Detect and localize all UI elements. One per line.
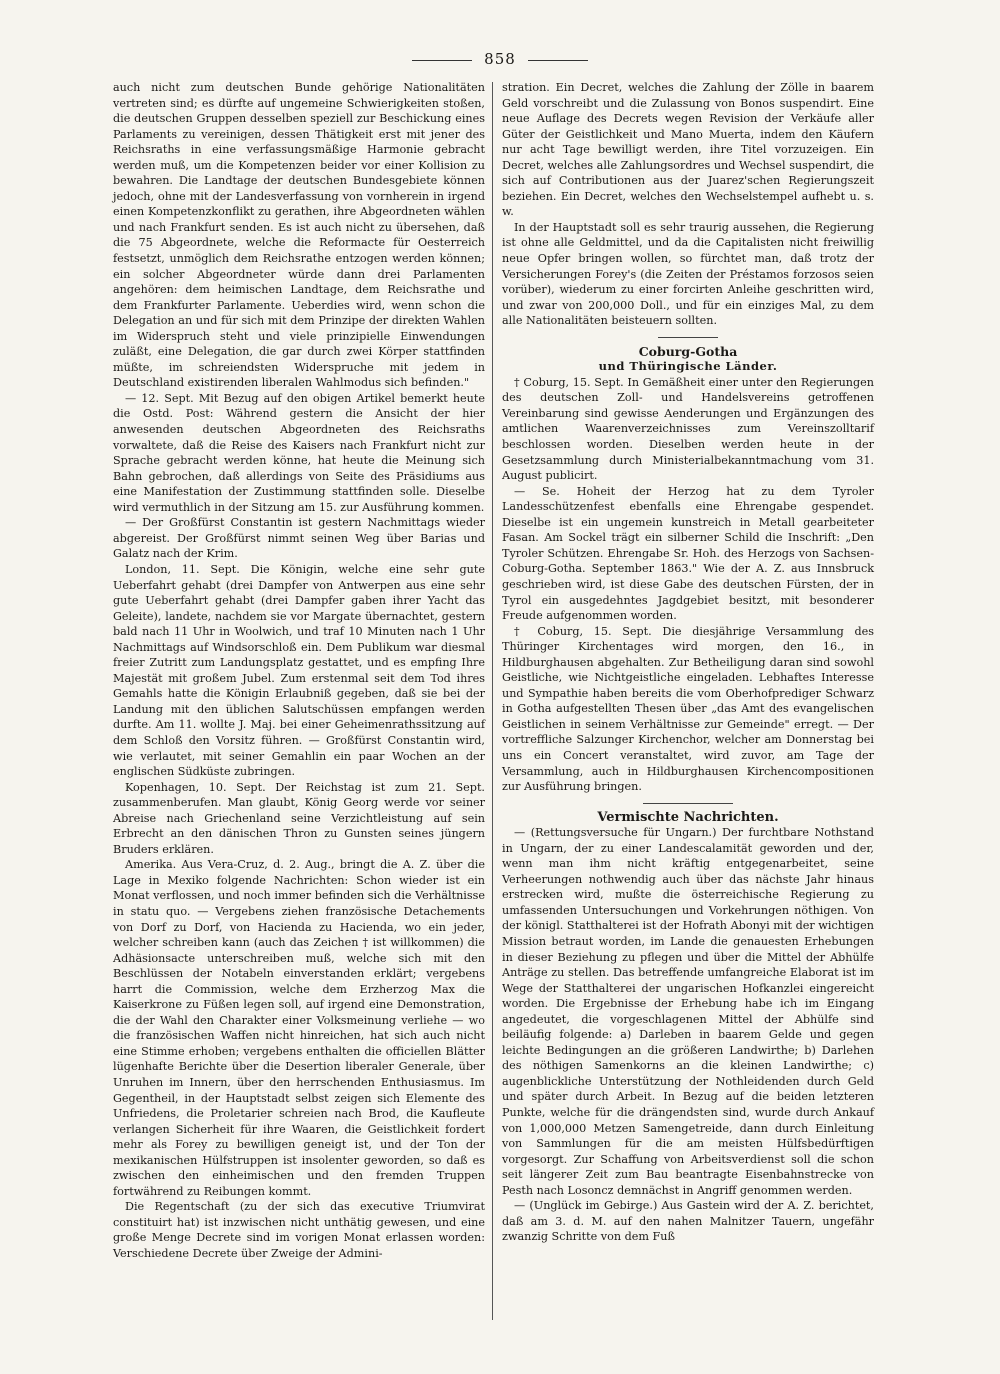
paragraph: — Se. Hoheit der Herzog hat zu dem Tyroler Landesschützenfest ebenfalls eine Ehrengabe gespendet. Dieselbe ist ein ungemein kunstreich in Metall gearbeiteter Fasan. Am Sockel trägt ein silberner Schild die Inschrift: „Den Tyroler Schützen. Ehrengabe Sr. Hoh. des Herzogs von Sachsen-Coburg-Gotha. September 1863." Wie der A. Z. aus Innsbruck geschrieben wird, ist diese Gabe des deutschen Fürsten, der in Tyrol ein ausgedehntes Jagdgebiet besitzt, mit besonderer Freude aufgenommen worden.	[502, 484, 874, 623]
paragraph: † Coburg, 15. Sept. Die diesjährige Versammlung des Thüringer Kirchentages wird morgen, den 16., in Hildburghausen abgehalten. Zur Betheiligung daran sind sowohl Geistliche, wie Nichtgeistliche eingeladen. Lebhaftes Interesse und Sympathie haben bereits die vom Oberhofprediger Schwarz in Gotha aufgestellten Thesen über „das Amt des evangelischen Geistlichen in seinem Verhältnisse zur Gemeinde" erregt. — Der vortreffliche Salzunger Kirchenchor, welcher am Donnerstag bei uns ein Concert veranstaltet, wird zuvor, am Tage der Versammlung, auch in Hildburghausen Kirchencompositionen zur Ausführung bringen.	[502, 624, 874, 794]
right-column	[502, 80, 874, 1245]
paragraph: † Coburg, 15. Sept. In Gemäßheit einer unter den Regierungen des deutschen Zoll- und Handelsvereins getroffenen Vereinbarung sind gewisse Aenderungen und Ergänzungen des amtlichen Waarenverzeichnisses zum Vereinszolltarif beschlossen worden. Dieselben werden heute in der Gesetzsammlung durch Ministerialbekanntmachung vom 31. August publicirt.	[502, 375, 874, 483]
paragraph: — (Rettungsversuche für Ungarn.) Der furchtbare Nothstand in Ungarn, der zu einer Landescalamität geworden und der, wenn man ihm nicht kräftig entgegenarbeitet, seine Verheerungen nothwendig auch über das nächste Jahr hinaus erstrecken wird, mußte die österreichische Regierung zu umfassenden Untersuchungen und Vorkehrungen nöthigen. Von der königl. Statthalterei ist der Hofrath Abonyi mit der wichtigen Mission betraut worden, im Lande die genauesten Erhebungen in dieser Beziehung zu pflegen und über die Mittel der Abhülfe Anträge zu stellen. Das betreffende umfangreiche Elaborat ist im Wege der Statthalterei der ungarischen Hofkanzlei eingereicht worden. Die Ergebnisse der Erhebung habe ich im Eingang angedeutet, die vorgeschlagenen Mittel der Abhülfe sind beiläufig folgende: a) Darleben in baarem Gelde und gegen leichte Bedingungen an die größeren Landwirthe; b) Darlehen des nöthigen Samenkorns an die kleinen Landwirthe; c) augenblickliche Unterstützung der Nothleidenden durch Geld und später durch Arbeit. In Bezug auf die beiden letzteren Punkte, welche für die drängendsten sind, wurde durch Ankauf von 1,000,000 Metzen Samengetreide, dann durch Einleitung von Sammlungen für die am meisten Hülfsbedürftigen vorgesorgt. Zur Schaffung von Arbeitsverdienst soll die schon seit längerer Zeit zum Bau beantragte Eisenbahnstrecke von Pesth nach Losoncz demnächst in Angriff genommen werden.	[502, 826, 874, 1197]
column-divider	[492, 82, 493, 1320]
paragraph: Amerika. Aus Vera-Cruz, d. 2. Aug., bringt die A. Z. über die Lage in Mexiko folgende Nachrichten: Schon wieder ist ein Monat verflossen, und noch immer befinden sich die Verhältnisse in statu quo. — Vergebens ziehen französische Detachements von Dorf zu Dorf, von Hacienda zu Hacienda, wo ein jeder, welcher schreiben kann (auch das Zeichen † ist willkommen) die Adhäsionsacte unterschreiben muß, welche sich mit den Beschlüssen der Notabeln einverstanden erklärt; vergebens harrt die Commission, welche dem Erzherzog Max die Kaiserkrone zu Füßen legen soll, auf irgend eine Demonstration, die der Wahl den Charakter einer Volksmeinung verliehe — wo die französischen Waffen nicht hinreichen, hat sich auch nicht eine Stimme erhoben; vergebens enthalten die officiellen Blätter lügenhafte Berichte über die Desertion liberaler Generale, über Unruhen im Innern, über den herrschenden Enthusiasmus. Im Gegentheil, in der Hauptstadt selbst zeigen sich Elemente des Unfriedens, die Proletarier schreien nach Brod, die Kaufleute verlangen Sicherheit für ihre Waaren, die Geistlichkeit fordert mehr als Forey zu bewilligen geneigt ist, und der Ton der mexikanischen Hülfstruppen ist insolenter geworden, so daß es zwischen den einheimischen und den fremden Truppen fortwährend zu Reibungen kommt.	[113, 858, 485, 1198]
section-title: Vermischte Nachrichten.	[597, 809, 779, 825]
paragraph: — 12. Sept. Mit Bezug auf den obigen Artikel bemerkt heute die Ostd. Post: Während gestern die Ansicht der hier anwesenden deutschen Abgeordneten des Reichsraths vorwaltete, daß die Reise des Kaisers nach Frankfurt nicht zur Sprache gebracht werden könne, hat heute die Meinung sich Bahn gebrochen, daß allerdings von Seite des Präsidiums aus eine Manifestation der Zustimmung stattfinden solle. Dieselbe wird vermuthlich in der Sitzung am 15. zur Ausführung kommen.	[113, 391, 485, 514]
section-title: Coburg-Gotha	[638, 343, 738, 359]
paragraph: stration. Ein Decret, welches die Zahlung der Zölle in baarem Geld vorschreibt und die Zulassung von Bonos suspendirt. Eine neue Auflage des Decrets wegen Revision der Verkäufe aller Güter der Geistlichkeit und Mano Muerta, indem den Käufern nur acht Tage bewilligt werden, ihre Titel vorzuzeigen. Ein Decret, welches alle Zahlungsordres und Wechsel suspendirt, die sich auf Contributionen aus der Juarez'schen Regierungszeit beziehen. Ein Decret, welches den Wechselstempel aufhebt u. s. w.	[502, 81, 874, 219]
paragraph: London, 11. Sept. Die Königin, welche eine sehr gute Ueberfahrt gehabt (drei Dampfer von Antwerpen aus eine sehr gute Ueberfahrt gehabt (drei Dampfer gaben ihrer Yacht das Geleite), landete, nachdem sie vor Margate übernachtet, gestern bald nach 11 Uhr in Woolwich, und traf 10 Minuten nach 1 Uhr Nachmittags auf Windsorschloß ein. Dem Publikum war diesmal freier Zutritt zum Landungsplatz gestattet, und es empfing Ihre Majestät mit großem Jubel. Zum erstenmal seit dem Tod ihres Gemahls hatte die Königin Erlaubniß gegeben, daß sie bei der Landung mit den üblichen Salutschüssen empfangen werden durfte. Am 11. wollte J. Maj. bei einer Geheimenrathssitzung auf dem Schloß den Vorsitz führen. — Großfürst Constantin wird, wie verlautet, mit seiner Gemahlin ein paar Wochen an der englischen Südküste zubringen.	[113, 562, 485, 779]
page-number: 858	[0, 50, 1000, 68]
paragraph: Kopenhagen, 10. Sept. Der Reichstag ist zum 21. Sept. zusammenberufen. Man glaubt, König Georg werde vor seiner Abreise nach Griechenland seine Verzichtleistung auf sein Erbrecht an den dänischen Thron zu Gunsten seines jüngern Bruders erklären.	[113, 780, 485, 856]
section-divider	[643, 803, 733, 804]
paragraph: — Der Großfürst Constantin ist gestern Nachmittags wieder abgereist. Der Großfürst nimmt seinen Weg über Barias und Galatz nach der Krim.	[113, 516, 485, 561]
section-divider	[658, 337, 718, 338]
section-subtitle: und Thüringische Länder.	[598, 359, 778, 374]
paragraph: In der Hauptstadt soll es sehr traurig aussehen, die Regierung ist ohne alle Geldmittel, und da die Capitalisten nicht freiwillig neue Opfer bringen wollen, so fürchtet man, daß trotz der Versicherungen Forey's (die Zeiten der Préstamos forzosos seien vorüber), wiederum zu einer forcirten Anleihe geschritten wird, und zwar von 200,000 Doll., und für ein einziges Mal, zu dem alle Nationalitäten beisteuern sollten.	[502, 220, 874, 328]
left-column	[113, 80, 485, 1262]
paragraph: Die Regentschaft (zu der sich das executive Triumvirat constituirt hat) ist inzwischen nicht unthätig gewesen, und eine große Menge Decrete sind im vorigen Monat erlassen worden: Verschiedene Decrete über Zweige der Admini-	[113, 1200, 485, 1261]
paragraph: auch nicht zum deutschen Bunde gehörige Nationalitäten vertreten sind; es dürfte auf ungemeine Schwierigkeiten stoßen, die deutschen Gruppen desselben speziell zur Beschickung eines Parlaments zu vereinigen, dessen Thätigkeit erst mit jener des Reichsraths in eine verfassungsmäßige Harmonie gebracht werden muß, um die Kompetenzen beider vor einer Kollision zu bewahren. Die Landtage der deutschen Bundesgebiete können jedoch, ohne mit der Landesverfassung von vornherein in irgend einen Kompetenzkonflikt zu gerathen, ihre Abgeordneten wählen und nach Frankfurt senden. Es ist auch nicht zu übersehen, daß die 75 Abgeordnete, welche die Reformacte für Oesterreich festsetzt, unmöglich dem Reichsrathe entzogen werden können; ein solcher Abgeordneter würde dann drei Parlamenten angehören: dem heimischen Landtage, dem Reichsrathe und dem Frankfurter Parlamente. Ueberdies wird, wenn schon die Delegation an und für sich mit dem Prinzipe der direkten Wahlen im Widerspruch steht und viele prinzipielle Einwendungen zuläßt, eine Delegation, die gar durch zwei Körper stattfinden müßte, im schreiendsten Widerspruche mit jedem in Deutschland existirenden liberalen Wahlmodus sich befinden."	[113, 81, 485, 390]
paragraph: — (Unglück im Gebirge.) Aus Gastein wird der A. Z. berichtet, daß am 3. d. M. auf den nahen Malnitzer Tauern, ungefähr zwanzig Schritte von dem Fuß	[502, 1199, 874, 1244]
